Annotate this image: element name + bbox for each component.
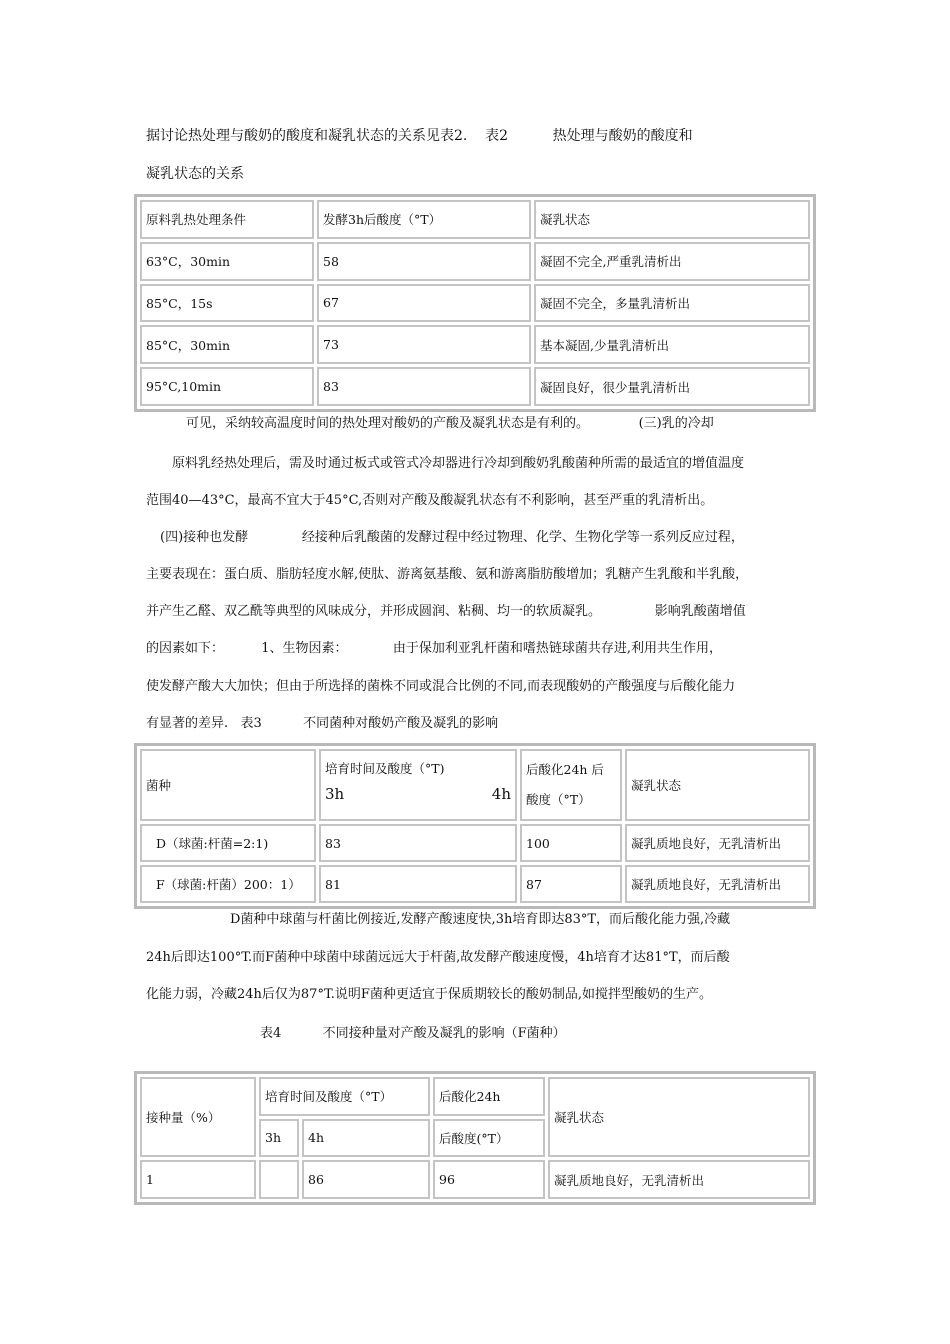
table-cell: 85°C，30min xyxy=(140,325,314,364)
table-3 xyxy=(134,743,816,909)
table-row xyxy=(140,865,810,903)
table-header-row xyxy=(140,1077,810,1116)
table-header-cell: 凝乳状态 xyxy=(534,200,810,239)
time-acidity-label: 培育时间及酸度（°T) xyxy=(325,761,445,776)
table-row xyxy=(140,242,810,281)
table-cell xyxy=(259,1160,299,1199)
table-header-cell: 培育时间及酸度（°T） xyxy=(259,1077,430,1116)
table-cell: 100 xyxy=(520,824,622,862)
table-header-cell: 接种量（%） xyxy=(140,1077,256,1157)
table-header-cell: 发酵3h后酸度（°T） xyxy=(317,200,531,239)
table-header-cell: 3h xyxy=(259,1119,299,1158)
table-cell: 凝乳质地良好，无乳清析出 xyxy=(548,1160,810,1199)
table-cell: 凝固良好，很少量乳清析出 xyxy=(534,367,810,406)
paragraph-line: D菌种中球菌与杆菌比例接近,发酵产酸速度快,3h培育即达83°T，而后酸化能力强,冷藏 xyxy=(230,912,731,927)
table-cell: 63°C，30min xyxy=(140,242,314,281)
paragraph-line: 范围40—43°C，最高不宜大于45°C,否则对产酸及酸凝乳状态有不利影响，甚至严重的乳清析出。 xyxy=(146,493,714,508)
table-cell: 87 xyxy=(520,865,622,903)
paragraph-line: 化能力弱，冷藏24h后仅为87°T.说明F菌种更适宜于保质期较长的酸奶制品,如搅拌型酸奶的生产。 xyxy=(146,987,713,1002)
table-header-cell: 后酸度(°T） xyxy=(433,1119,545,1158)
table-header-cell: 凝乳状态 xyxy=(548,1077,810,1157)
table-row xyxy=(140,325,810,364)
table-header-cell: 后酸化24h xyxy=(433,1077,545,1116)
table-row xyxy=(140,1160,810,1199)
paragraph-line: 并产生乙醛、双乙酰等典型的风味成分，并形成圆润、粘稠、均一的软质凝乳。 影响乳酸菌增值 xyxy=(146,604,746,619)
label-4h: 4h xyxy=(491,785,511,803)
table-header-cell: 4h xyxy=(302,1119,430,1158)
table-4 xyxy=(134,1071,816,1205)
paragraph-line: 原料乳经热处理后，需及时通过板式或管式冷却器进行冷却到酸奶乳酸菌种所需的最适宜的增值温度 xyxy=(172,456,745,471)
table-header-cell: 凝乳状态 xyxy=(625,749,810,821)
paragraph-line: 24h后即达100°T.而F菌种中球菌中球菌远远大于杆菌,故发酵产酸速度慢，4h培育才达81°T，而后酸 xyxy=(146,950,730,965)
table-cell: 凝乳质地良好，无乳清析出 xyxy=(625,824,810,862)
table-header-row xyxy=(140,200,810,239)
table-cell: 83 xyxy=(319,824,517,862)
table-cell: 85°C，15s xyxy=(140,284,314,323)
table-header-row xyxy=(140,749,810,821)
label-3h: 3h xyxy=(325,785,345,803)
table-cell: 73 xyxy=(317,325,531,364)
table-4-caption: 表4 不同接种量对产酸及凝乳的影响（F菌种） xyxy=(260,1026,566,1041)
table-header-cell xyxy=(520,749,622,821)
hour-labels xyxy=(325,785,511,805)
paragraph-line: 的因素如下： 1、生物因素： 由于保加利亚乳杆菌和嗜热链球菌共存进,利用共生作用， xyxy=(146,641,723,656)
table-cell: 凝固不完全,严重乳清析出 xyxy=(534,242,810,281)
table-cell: 凝固不完全，多量乳清析出 xyxy=(534,284,810,323)
table-header-cell: 原料乳热处理条件 xyxy=(140,200,314,239)
table-cell: F（球菌:杆菌）200：1） xyxy=(140,865,316,903)
table-2 xyxy=(134,194,816,412)
post-acid-label: 后酸化24h 后 xyxy=(526,762,604,777)
paragraph-line: (四)接种也发酵 经接种后乳酸菌的发酵过程中经过物理、化学、生物化学等一系列反应过程， xyxy=(160,530,744,545)
table-cell: 1 xyxy=(140,1160,256,1199)
table-cell: 基本凝固,少量乳清析出 xyxy=(534,325,810,364)
table-cell: 96 xyxy=(433,1160,545,1199)
table-cell: 凝乳质地良好，无乳清析出 xyxy=(625,865,810,903)
table-cell: D（球菌:杆菌=2:1) xyxy=(140,824,316,862)
table-header-cell xyxy=(319,749,517,821)
table-row xyxy=(140,367,810,406)
table-cell: 58 xyxy=(317,242,531,281)
table-cell: 67 xyxy=(317,284,531,323)
table-3-caption: 有显著的差异. 表3 不同菌种对酸奶产酸及凝乳的影响 xyxy=(146,716,499,731)
table-cell: 83 xyxy=(317,367,531,406)
table-cell: 81 xyxy=(319,865,517,903)
table-header-cell: 菌种 xyxy=(140,749,316,821)
paragraph-line: 使发酵产酸大大加快；但由于所选择的菌株不同或混合比例的不同,而表现酸奶的产酸强度与后酸化能力 xyxy=(146,679,736,694)
table-row xyxy=(140,824,810,862)
intro-line-2: 凝乳状态的关系 xyxy=(146,166,244,182)
post-acid-unit: 酸度（°T） xyxy=(526,792,591,807)
paragraph-line: 主要表现在：蛋白质、脂肪轻度水解,使肽、游离氨基酸、氨和游离脂肪酸增加；乳糖产生乳酸和半乳酸， xyxy=(146,567,749,582)
intro-line-1: 据讨论热处理与酸奶的酸度和凝乳状态的关系见表2. 表2 热处理与酸奶的酸度和 xyxy=(146,128,693,144)
table-cell: 95°C,10min xyxy=(140,367,314,406)
table-cell: 86 xyxy=(302,1160,430,1199)
paragraph-line: 可见，采纳较高温度时间的热处理对酸奶的产酸及凝乳状态是有利的。 (三)乳的冷却 xyxy=(186,416,714,431)
table-row xyxy=(140,284,810,323)
